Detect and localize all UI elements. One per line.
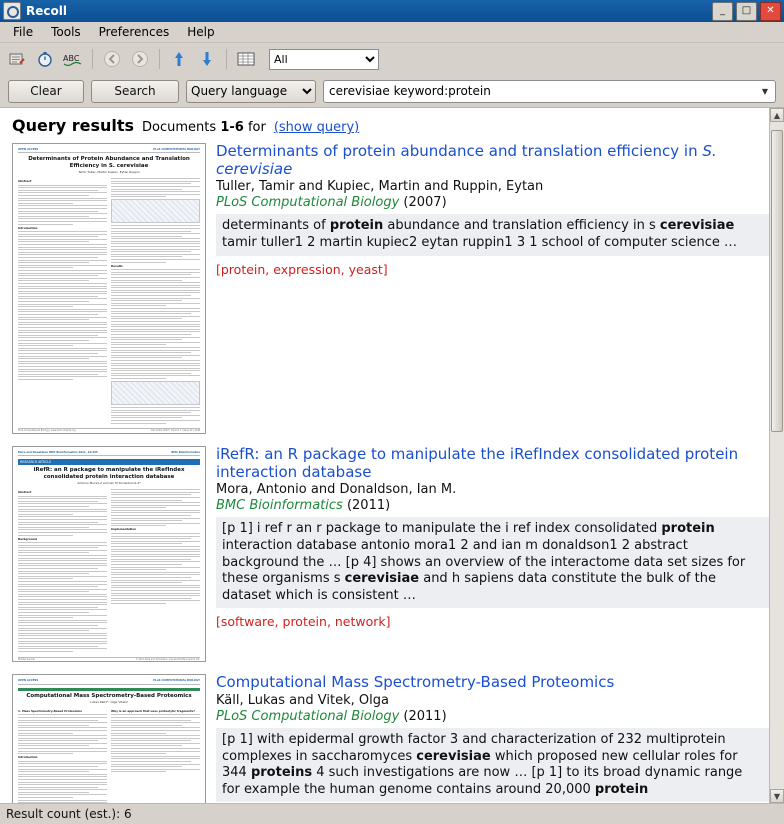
search-input-wrapper[interactable]: [323, 80, 776, 103]
scroll-up-icon[interactable]: ▲: [770, 108, 784, 122]
thumb-footer-left: BioMed Central: [18, 657, 35, 661]
thumb-section-1: Abstract: [18, 179, 32, 184]
thumb-text-lines: [111, 714, 200, 772]
document-thumbnail[interactable]: [12, 674, 206, 803]
chevron-down-icon[interactable]: ▼: [761, 86, 769, 96]
thumb-banner: [18, 459, 200, 465]
thumb-text-lines: [111, 225, 200, 262]
thumb-text-lines: [18, 542, 107, 652]
result-authors: Mora, Antonio and Donaldson, Ian M.: [216, 482, 457, 498]
thumb-text-lines: [18, 761, 107, 803]
thumb-header-right: BMC Bioinformatics: [171, 450, 200, 454]
result-main: [216, 446, 770, 662]
documents-range: 1-6: [220, 120, 244, 135]
stopwatch-icon[interactable]: [34, 48, 56, 70]
toolbar-separator-3: [226, 49, 227, 69]
result-snippet: [p 1] with epidermal growth factor 3 and characterization of 232 multiprotein complexes in saccharomyces cerevisiae which proposed new cellular roles for 344 proteins 4 such investigations are now … [p 1] to its broad dynamic range for example the human genome contains around 20,000 protein: [216, 728, 770, 803]
thumb-authors: Tamir Tuller, Martin Kupiec, Eytan Ruppin: [78, 170, 140, 175]
menu-file[interactable]: File: [13, 25, 34, 39]
index-update-icon[interactable]: [6, 48, 28, 70]
maximize-button[interactable]: □: [736, 2, 757, 21]
thumb-section-2: Introduction: [18, 755, 38, 760]
result-title-text: Determinants of protein abundance and translation efficiency in: [216, 142, 703, 160]
recoll-icon: [3, 2, 21, 20]
result-journal-line: [216, 709, 770, 724]
result-title[interactable]: [216, 674, 770, 692]
thumb-footer-right: December 2007 | Volume 3 | Issue 12 | e248: [151, 429, 200, 433]
result-journal: PLoS Computational Biology: [216, 195, 400, 211]
document-thumbnail[interactable]: [12, 446, 206, 662]
thumb-banner-text: RESEARCH ARTICLE: [20, 460, 52, 465]
thumb-header-left: OPEN ACCESS: [18, 148, 39, 151]
documents-for-label: for: [247, 120, 266, 135]
result-snippet: [p 1] i ref r an r package to manipulate the i ref index consolidated protein interaction database antonio mora1 2 and ian m donaldson1 2 abstract background the … [p 4] shows an overview of the interactome data set sizes for these organisms s cerevisiae and h sapiens data constitute the bulk of the dataset which is consistent …: [216, 517, 770, 608]
thumb-section-3: Results: [111, 263, 123, 268]
close-button[interactable]: ✕: [760, 2, 781, 21]
result-keywords: [protein, expression, yeast]: [216, 261, 388, 277]
scrollbar-thumb[interactable]: [771, 130, 783, 432]
result-year: (2011): [403, 708, 447, 724]
thumb-text-lines: [18, 231, 107, 380]
thumb-section-1: 1. Mass Spectrometry-Based Proteomics: [18, 708, 82, 713]
thumb-authors: Antonio Mora1,2 and Ian M Donaldson1,2*: [77, 481, 141, 486]
result-snippet: determinants of protein abundance and translation efficiency in s cerevisiae tamir tuller1 2 martin kupiec2 eytan ruppin1 3 1 school of computer science …: [216, 214, 770, 255]
thumb-title: Determinants of Protein Abundance and Translation Efficiency in S. cerevisiae: [28, 156, 190, 169]
back-icon[interactable]: [101, 48, 123, 70]
search-button[interactable]: Search: [91, 80, 179, 103]
thumb-section-3: Why is an approach that uses proteolytic fragments?: [111, 708, 195, 713]
thumb-accent-bar: [18, 688, 200, 691]
thumb-section-3: Implementation: [111, 527, 137, 532]
menu-bar: [0, 22, 784, 43]
spelling-icon[interactable]: [62, 48, 84, 70]
result-journal: PLoS Computational Biology: [216, 708, 400, 724]
toolbar-separator-2: [159, 49, 160, 69]
results-header: [0, 108, 784, 141]
page-title: Query results: [12, 116, 135, 135]
thumb-text-lines: [18, 496, 107, 536]
documents-count: [142, 120, 266, 135]
thumb-header-right: PLoS COMPUTATIONAL BIOLOGY: [153, 148, 200, 151]
result-title[interactable]: [216, 446, 770, 481]
toolbar-separator-1: [92, 49, 93, 69]
thumb-section-2: Introduction: [18, 225, 38, 230]
thumb-text-lines: [111, 178, 200, 197]
thumbnail-page-preview: [13, 144, 205, 433]
clear-button[interactable]: Clear: [8, 80, 84, 103]
thumb-figure: [111, 199, 200, 223]
thumb-section-1: Abstract: [18, 490, 32, 495]
sort-up-icon[interactable]: [168, 48, 190, 70]
thumb-text-lines: [18, 714, 107, 754]
document-thumbnail[interactable]: [12, 143, 206, 434]
thumbnail-page-preview: [13, 675, 205, 803]
thumb-text-lines: [111, 407, 200, 424]
minimize-button[interactable]: _: [712, 2, 733, 21]
result-title-text: Computational Mass Spectrometry-Based Proteomics: [216, 673, 615, 692]
sort-down-icon[interactable]: [196, 48, 218, 70]
thumb-header-left: OPEN ACCESS: [18, 679, 39, 683]
thumb-footer-left: PLoS Computational Biology | www.ploscompbiol.org: [18, 429, 76, 433]
result-keywords: [software, protein, network]: [216, 614, 391, 630]
tool-bar: [0, 43, 784, 75]
thumb-title: Computational Mass Spectrometry-Based Proteomics: [26, 692, 192, 699]
menu-help[interactable]: Help: [187, 25, 215, 39]
result-journal-line: [216, 498, 770, 513]
documents-label: Documents: [142, 120, 217, 135]
thumbnail-page-preview: [13, 447, 205, 661]
thumb-text-lines: [111, 269, 200, 379]
thumb-section-2: Background: [18, 536, 37, 541]
status-bar: [0, 803, 784, 824]
window-controls: [712, 2, 781, 21]
results-scroll-area[interactable]: [0, 141, 784, 803]
thumb-footer-right: © 2011 Mora and Donaldson; licensee BioMed Central Ltd.: [135, 657, 200, 661]
search-bar: [0, 75, 784, 107]
result-year: (2011): [346, 498, 391, 514]
status-text: Result count (est.): 6: [6, 807, 132, 821]
results-scrollbar[interactable]: [769, 108, 784, 803]
menu-tools[interactable]: Tools: [51, 25, 81, 39]
result-title[interactable]: [216, 143, 770, 178]
search-mode-select[interactable]: [186, 80, 316, 103]
results-panel: [0, 107, 784, 803]
result-authors: Käll, Lukas and Vitek, Olga: [216, 692, 389, 708]
result-title-italic: S. cerevisiae: [216, 142, 717, 178]
table-view-icon[interactable]: [235, 48, 257, 70]
thumb-authors: Lukas Käll1*, Olga Vitek2: [90, 700, 128, 705]
result-journal-line: [216, 195, 770, 210]
window-title: Recoll: [26, 4, 67, 18]
list-item[interactable]: [12, 141, 770, 444]
thumb-figure: [111, 381, 200, 405]
result-main: [216, 143, 770, 434]
result-title-text: iRefR: an R package to manipulate the iRefIndex consolidated protein interaction database: [216, 444, 739, 481]
show-query-link[interactable]: (show query): [273, 120, 360, 135]
thumb-text-lines: [111, 533, 200, 604]
result-authors: Tuller, Tamir and Kupiec, Martin and Ruppin, Eytan: [216, 179, 544, 195]
thumb-title: iRefR: an R package to manipulate the iRefIndex consolidated protein interaction database: [33, 467, 185, 480]
search-input[interactable]: [324, 82, 757, 101]
results-list: [0, 141, 784, 803]
svg-text:ABC: ABC: [63, 54, 80, 63]
list-item[interactable]: [12, 444, 770, 672]
thumb-header-right: PLoS COMPUTATIONAL BIOLOGY: [153, 679, 200, 683]
result-journal: BMC Bioinformatics: [216, 498, 343, 514]
list-item[interactable]: [12, 672, 770, 803]
scroll-down-icon[interactable]: ▼: [770, 789, 784, 803]
result-year: (2007): [403, 195, 447, 211]
title-bar: [0, 0, 784, 22]
thumb-text-lines: [111, 489, 200, 526]
forward-icon[interactable]: [129, 48, 151, 70]
thumb-header-left: Mora and Donaldson BMC Bioinformatics 2011, 12:455: [18, 450, 98, 454]
menu-preferences[interactable]: Preferences: [98, 25, 170, 39]
thumb-text-lines: [18, 185, 107, 225]
result-filter-select[interactable]: [269, 49, 379, 70]
result-main: [216, 674, 770, 803]
